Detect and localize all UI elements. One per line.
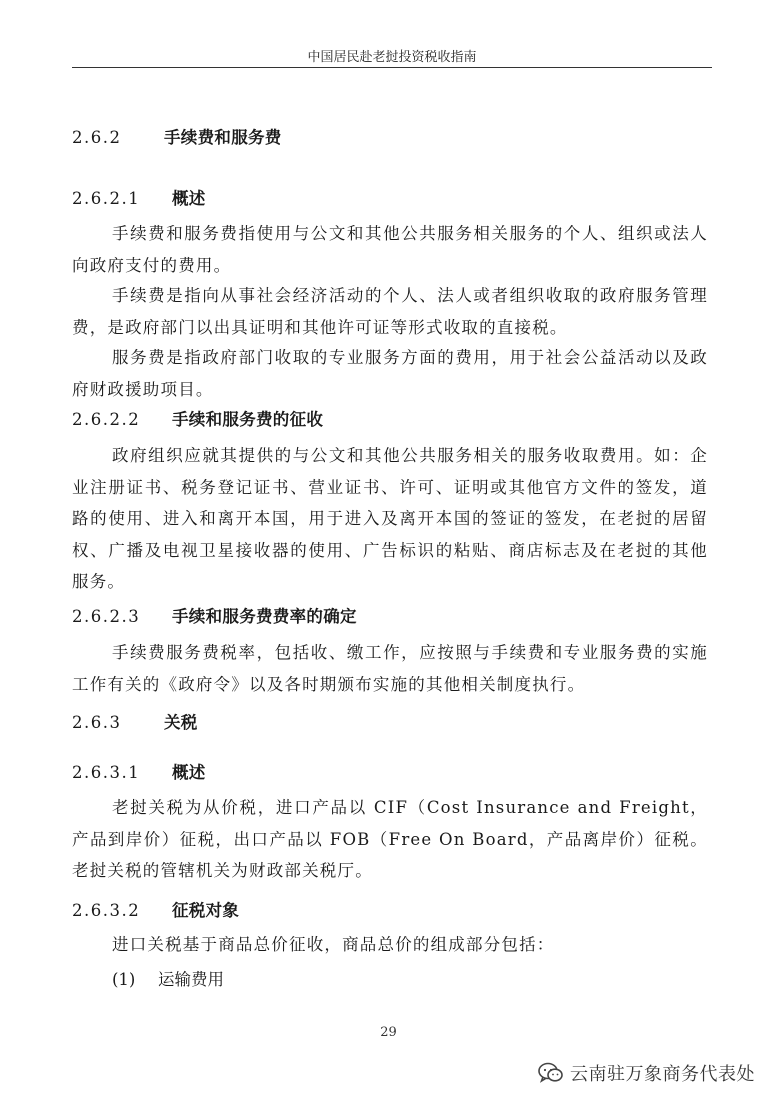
page-number: 29 <box>380 1025 397 1040</box>
list-item-text: 运输费用 <box>158 970 224 989</box>
heading-number: 2.6.2.1 <box>72 189 141 208</box>
paragraph: 政府组织应就其提供的与公文和其他公共服务相关的服务收取费用。如：企业注册证书、税务登记证书、营业证书、许可、证明或其他官方文件的签发，道路的使用、进入和离开本国，用于进入及离开本国的签证的签发，在老挝的居留权、广播及电视卫星接收器的使用、广告标识的粘贴、商店标志及在老挝的其他服务。 <box>72 446 708 591</box>
heading-2-6-2-2 <box>72 406 323 430</box>
heading-number: 2.6.3.2 <box>72 901 141 920</box>
paragraph: 手续费服务费税率，包括收、缴工作，应按照与手续费和专业服务费的实施工作有关的《政府令》以及各时期颁布实施的其他相关制度执行。 <box>72 643 708 694</box>
list-item-number: (1) <box>112 970 136 989</box>
heading-title: 概述 <box>172 763 206 782</box>
header-rule <box>72 67 712 68</box>
heading-title: 概述 <box>172 189 206 208</box>
heading-number: 2.6.2.2 <box>72 410 141 429</box>
heading-number: 2.6.2.3 <box>72 607 141 626</box>
heading-title: 手续费和服务费 <box>164 128 282 147</box>
heading-number: 2.6.3.1 <box>72 763 141 782</box>
paragraph: 进口关税基于商品总价征收，商品总价的组成部分包括： <box>112 935 555 954</box>
running-header: 中国居民赴老挝投资税收指南 <box>307 50 477 65</box>
heading-2-6-3 <box>72 709 198 733</box>
wechat-icon <box>538 1062 564 1084</box>
heading-title: 征税对象 <box>172 901 240 920</box>
heading-2-6-3-1 <box>72 759 206 783</box>
paragraph: 服务费是指政府部门收取的专业服务方面的费用，用于社会公益活动以及政府财政援助项目。 <box>72 348 708 399</box>
paragraph: 手续费是指向从事社会经济活动的个人、法人或者组织收取的政府服务管理费，是政府部门以出具证明和其他许可证等形式收取的直接税。 <box>72 286 708 337</box>
paragraph: 手续费和服务费指使用与公文和其他公共服务相关服务的个人、组织或法人向政府支付的费用。 <box>72 224 708 275</box>
heading-2-6-2 <box>72 124 282 148</box>
watermark <box>538 1060 755 1086</box>
heading-2-6-2-1 <box>72 185 206 209</box>
heading-title: 关税 <box>164 713 198 732</box>
paragraph: 老挝关税为从价税，进口产品以 CIF（Cost Insurance and Freight，产品到岸价）征税，出口产品以 FOB（Free On Board，产品离岸价）征税。老挝关税的管辖机关为财政部关税厅。 <box>72 798 708 880</box>
list-item <box>112 966 224 990</box>
watermark-text: 云南驻万象商务代表处 <box>570 1064 755 1085</box>
heading-number: 2.6.3 <box>72 713 122 732</box>
heading-number: 2.6.2 <box>72 128 122 147</box>
heading-title: 手续和服务费的征收 <box>172 410 324 429</box>
heading-2-6-2-3 <box>72 603 357 627</box>
heading-2-6-3-2 <box>72 897 239 921</box>
heading-title: 手续和服务费费率的确定 <box>172 607 357 626</box>
